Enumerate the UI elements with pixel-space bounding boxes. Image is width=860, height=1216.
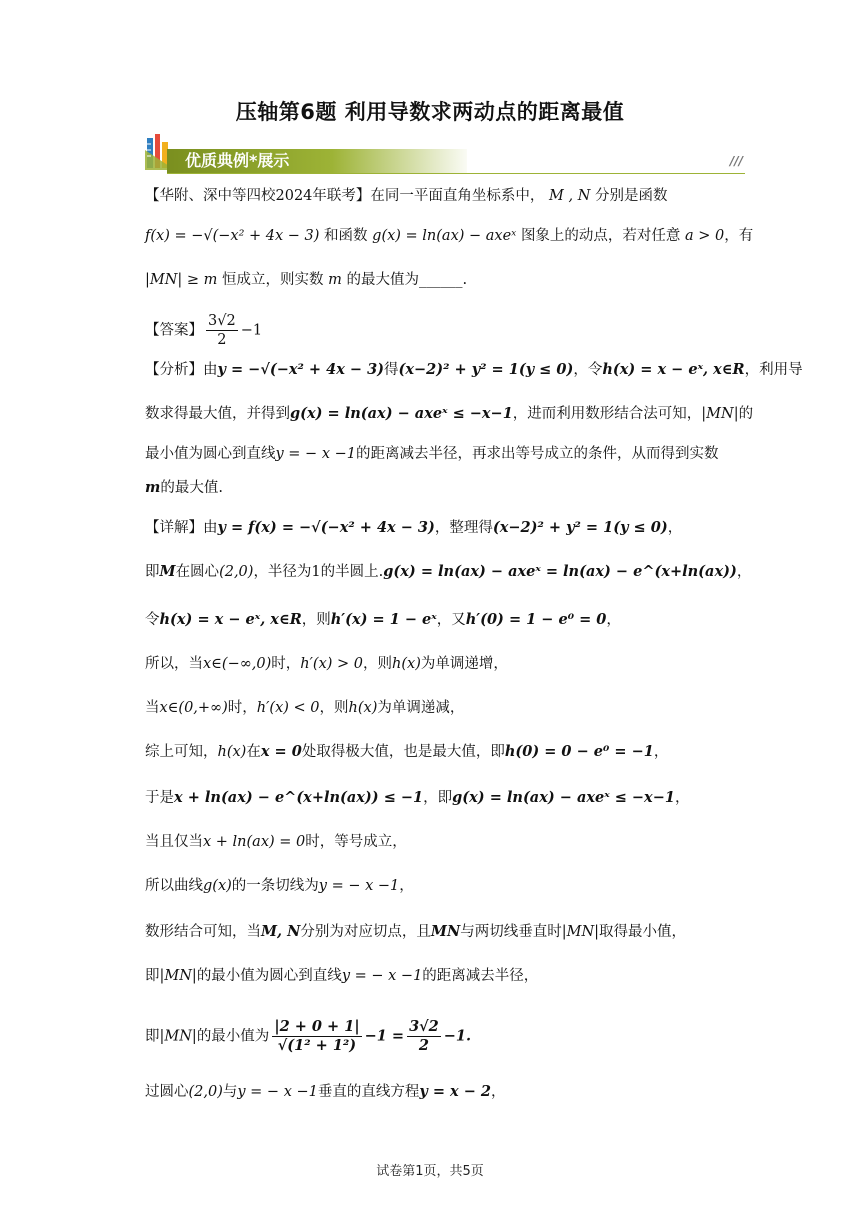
solution-line-1: 【详解】由y = f(x) = −√(−x² + 4x − 3)，整理得(x−2)² + y² = 1(y ≤ 0)， — [145, 519, 683, 536]
solution-line-8: 当且仅当x + ln(ax) = 0时，等号成立， — [145, 834, 407, 850]
solution-line-4: 所以，当x∈(−∞,0)时，h′(x) > 0，则h(x)为单调递增， — [145, 656, 508, 672]
solution-line-2: 即M在圆心(2,0)，半径为1的半圆上.g(x) = ln(ax) − axeˣ = ln(ax) − e^(x+ln(ax))， — [145, 563, 752, 580]
distance-fraction: $\frac{|2 + 0 + 1|}{\text{√(1² + 1²)}}$ — [274, 1018, 360, 1054]
analysis-line-3: 最小值为圆心到直线y = − x −1的距离减去半径，再求出等号成立的条件，从而得到实数 — [145, 446, 719, 462]
result-fraction: $\frac{3√2}{2}$ — [409, 1018, 439, 1054]
banner-divider — [167, 173, 745, 174]
banner-label: 优质典例*展示 — [167, 149, 467, 173]
source-tag: 【华附、深中等四校2024年联考】 — [145, 188, 371, 204]
problem-line-3: |MN| ≥ m 恒成立，则实数 m 的最大值为______. — [145, 272, 468, 288]
solution-line-5: 当x∈(0,+∞)时，h′(x) < 0，则h(x)为单调递减， — [145, 700, 465, 716]
solution-line-12: 即|MN|的最小值为 $\frac{|2 + 0 + 1|}{\text{√(1² + 1²)}}$ −1 = $\frac{3√2}{2}$ −1. — [145, 1018, 472, 1054]
solution-line-11: 即|MN|的最小值为圆心到直线y = − x −1的距离减去半径， — [145, 968, 539, 984]
answer-line: 【答案】 $\frac{3√2}{2}$ −1 — [145, 313, 263, 348]
solution-line-13: 过圆心(2,0)与y = − x −1垂直的直线方程y = x − 2， — [145, 1083, 506, 1100]
analysis-line-4: m的最大值. — [145, 479, 223, 496]
page-title: 压轴第6题 利用导数求两动点的距离最值 — [235, 100, 625, 124]
problem-line-1: 【华附、深中等四校2024年联考】在同一平面直角坐标系中， M , N 分别是函数 — [145, 188, 668, 204]
page-footer: 试卷第1页，共5页 — [376, 1164, 484, 1179]
analysis-line-2: 数求得最大值，并得到g(x) = ln(ax) − axeˣ ≤ −x−1，进而利用数形结合法可知，|MN|的 — [145, 405, 754, 422]
problem-line-2: f(x) = −√(−x² + 4x − 3) 和函数 g(x) = ln(ax) − axeˣ 图象上的动点，若对任意 a > 0，有 — [145, 228, 754, 244]
solution-line-7: 于是x + ln(ax) − e^(x+ln(ax)) ≤ −1，即g(x) = ln(ax) − axeˣ ≤ −x−1， — [145, 789, 690, 806]
solution-line-10: 数形结合可知，当M, N分别为对应切点，且MN与两切线垂直时|MN|取得最小值， — [145, 923, 687, 940]
solution-line-3: 令h(x) = x − eˣ, x∈R，则h′(x) = 1 − eˣ，又h′(0) = 1 − e⁰ = 0， — [145, 611, 621, 628]
section-banner — [145, 132, 745, 176]
analysis-line-1: 【分析】由y = −√(−x² + 4x − 3)得(x−2)² + y² = 1(y ≤ 0)，令h(x) = x − eˣ, x∈R，利用导 — [145, 361, 803, 378]
banner-slashes: /// — [729, 154, 743, 168]
solution-line-6: 综上可知，h(x)在x = 0处取得极大值，也是最大值，即h(0) = 0 − e⁰ = −1， — [145, 743, 669, 760]
answer-fraction: $\frac{3√2}{2}$ — [208, 313, 236, 348]
solution-line-9: 所以曲线g(x)的一条切线为y = − x −1， — [145, 878, 414, 894]
